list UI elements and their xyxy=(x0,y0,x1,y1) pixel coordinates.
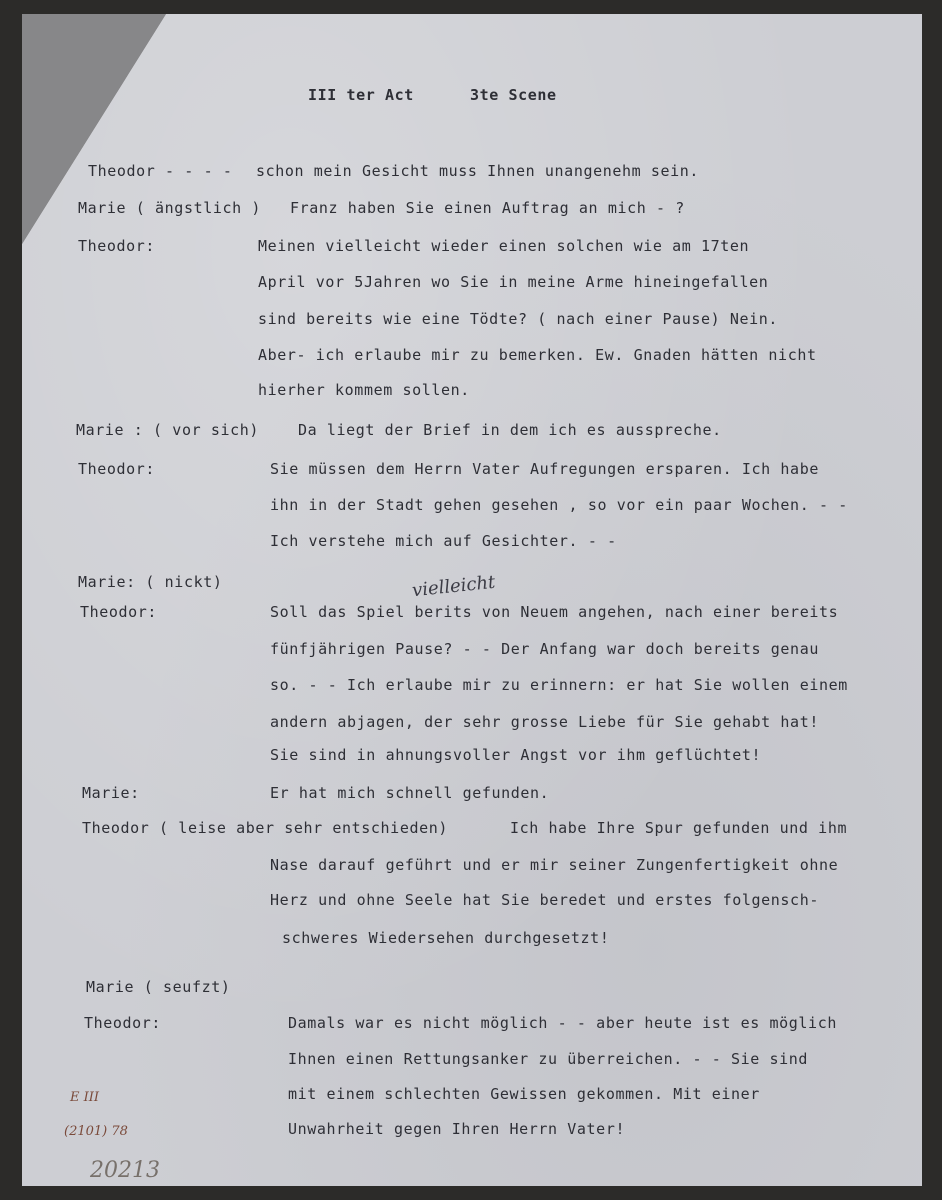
act-heading: III ter Act xyxy=(308,86,414,104)
dialogue-text: Sie sind in ahnungsvoller Angst vor ihm geflüchtet! xyxy=(270,746,762,764)
dialogue-text: Meinen vielleicht wieder einen solchen wie am 17ten xyxy=(258,237,750,255)
speaker-label: Marie: ( nickt) xyxy=(78,573,223,591)
dialogue-text: fünfjährigen Pause? - - Der Anfang war doch bereits genau xyxy=(270,640,819,658)
dialogue-text: Ich verstehe mich auf Gesichter. - - xyxy=(270,532,617,550)
speaker-label: Theodor: xyxy=(84,1014,162,1032)
speaker-label: Theodor: xyxy=(80,603,158,621)
dialogue-text: Franz haben Sie einen Auftrag an mich - ? xyxy=(290,199,685,217)
handwritten-vielleicht: vielleicht xyxy=(411,571,497,602)
dialogue-text: so. - - Ich erlaube mir zu erinnern: er hat Sie wollen einem xyxy=(270,676,848,694)
dialogue-text: Da liegt der Brief in dem ich es ausspreche. xyxy=(298,421,722,439)
dialogue-text: Nase darauf geführt und er mir seiner Zungenfertigkeit ohne xyxy=(270,856,839,874)
dialogue-text: Soll das Spiel berits von Neuem angehen, nach einer bereits xyxy=(270,603,839,621)
speaker-label: Marie : ( vor sich) xyxy=(76,421,259,439)
dialogue-text: schon mein Gesicht muss Ihnen unangenehm sein. xyxy=(256,162,700,180)
dialogue-text: hierher kommem sollen. xyxy=(258,381,470,399)
speaker-label: Marie ( seufzt) xyxy=(86,978,231,996)
speaker-label: Marie ( ängstlich ) xyxy=(78,199,261,217)
dialogue-text: ihn in der Stadt gehen gesehen , so vor ein paar Wochen. - - xyxy=(270,496,848,514)
dialogue-text: Ich habe Ihre Spur gefunden und ihm xyxy=(510,819,848,837)
dialogue-text: Aber- ich erlaube mir zu bemerken. Ew. Gnaden hätten nicht xyxy=(258,346,817,364)
dialogue-text: Sie müssen dem Herrn Vater Aufregungen ersparen. Ich habe xyxy=(270,460,819,478)
speaker-label: Theodor ( leise aber sehr entschieden) xyxy=(82,819,448,837)
dialogue-text: Unwahrheit gegen Ihren Herrn Vater! xyxy=(288,1120,626,1138)
paper-sheet xyxy=(22,14,922,1186)
speaker-label: Theodor: xyxy=(78,237,156,255)
dialogue-text: mit einem schlechten Gewissen gekommen. Mit einer xyxy=(288,1085,760,1103)
dialogue-text: Herz und ohne Seele hat Sie beredet und erstes folgensch- xyxy=(270,891,819,909)
dialogue-text: Er hat mich schnell gefunden. xyxy=(270,784,550,802)
archive-mark-number: (2101) 78 xyxy=(64,1124,128,1139)
speaker-label: Marie: xyxy=(82,784,140,802)
dialogue-text: sind bereits wie eine Tödte? ( nach einer Pause) Nein. xyxy=(258,310,779,328)
scene-heading: 3te Scene xyxy=(470,86,557,104)
dialogue-text: schweres Wiedersehen durchgesetzt! xyxy=(282,929,610,947)
archive-mark-inventory: 20213 xyxy=(90,1158,160,1183)
dialogue-text: Ihnen einen Rettungsanker zu überreichen. - - Sie sind xyxy=(288,1050,809,1068)
dialogue-text: andern abjagen, der sehr grosse Liebe für Sie gehabt hat! xyxy=(270,713,819,731)
dialogue-text: April vor 5Jahren wo Sie in meine Arme hineingefallen xyxy=(258,273,769,291)
speaker-label: Theodor - - - - xyxy=(88,162,233,180)
archive-mark-eiii: E III xyxy=(70,1090,100,1105)
speaker-label: Theodor: xyxy=(78,460,156,478)
dialogue-text: Damals war es nicht möglich - - aber heute ist es möglich xyxy=(288,1014,837,1032)
